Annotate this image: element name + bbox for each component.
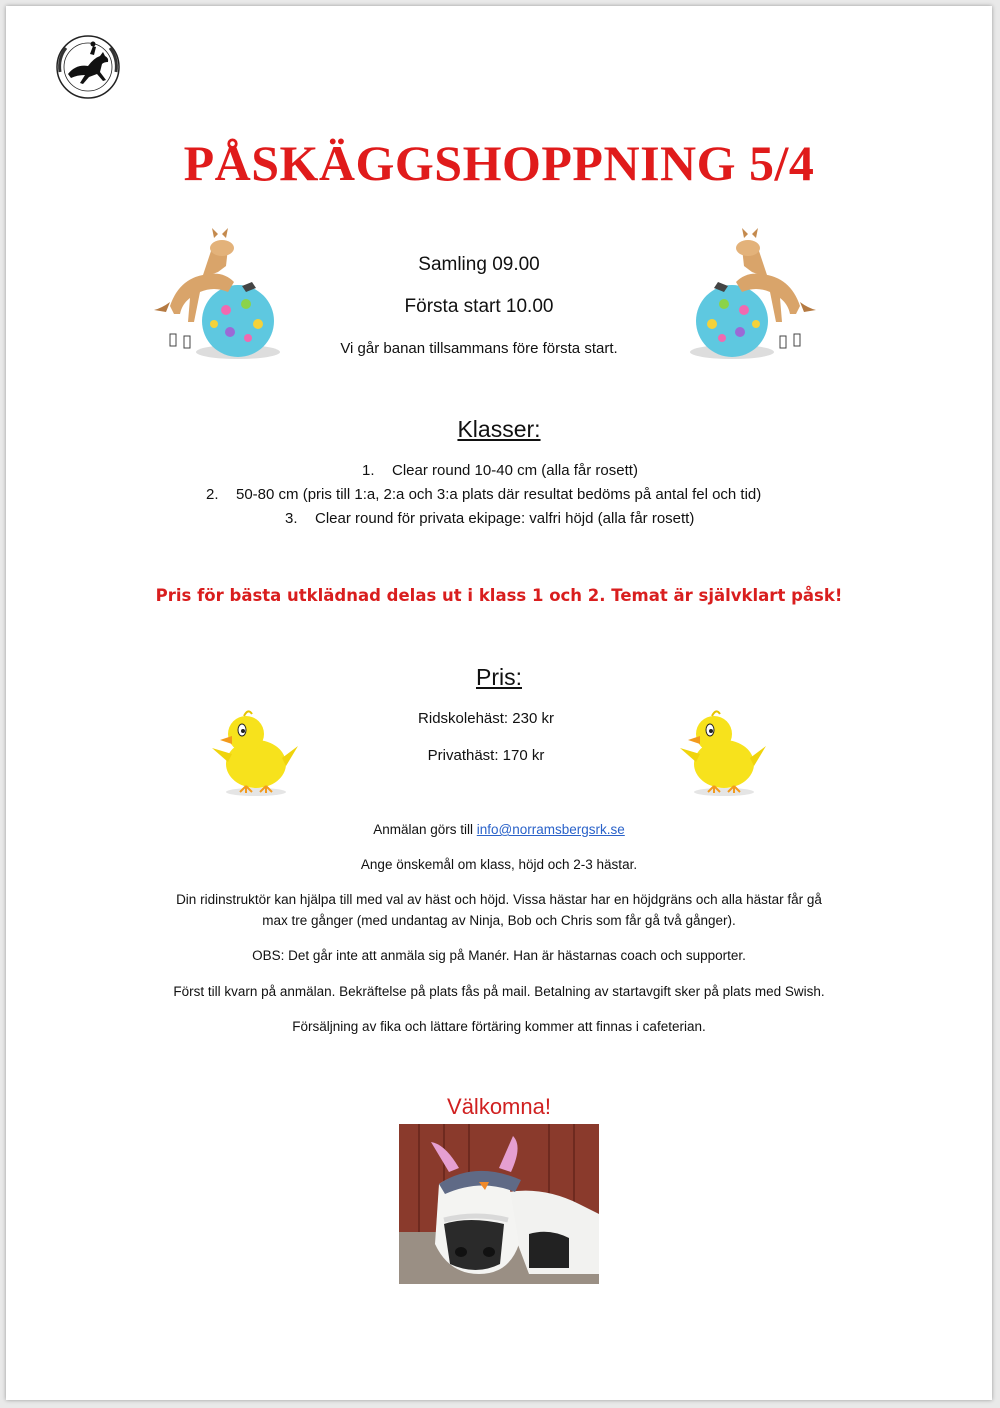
obs-note: OBS: Det går inte att anmäla sig på Manér. Han är hästarnas coach och supporter. [252,948,746,963]
private-horse-price: Privathäst: 170 kr [427,747,545,764]
riding-club-logo-icon [46,32,130,102]
class-item: 2. 50-80 cm (pris till 1:a, 2:a och 3:a plats där resultat bedöms på antal fel och tid) [206,486,762,503]
gathering-time: Samling 09.00 [418,254,540,275]
school-horse-price: Ridskolehäst: 230 kr [418,710,554,727]
costume-prize-note: Pris för bästa utklädnad delas ut i klass 1 och 2. Temat är självklart påsk! [155,586,843,605]
classes-heading: Klasser: [457,416,541,442]
preferences-note: Ange önskemål om klass, höjd och 2-3 hästar. [360,857,638,872]
first-start-time: Första start 10.00 [404,296,554,317]
signup-line: Anmälan görs till info@norramsbergsrk.se [373,822,625,837]
first-come-note: Först till kvarn på anmälan. Bekräftelse på plats fås på mail. Betalning av startavgift sker på plats med Swish. [173,984,825,999]
prices-heading: Pris: [476,664,522,690]
instructor-note-line2: max tre gånger (med undantag av Ninja, Bob och Chris som får gå två gånger). [262,913,736,928]
page-title: PÅSKÄGGSHOPPNING 5/4 [183,135,815,191]
pony-with-bunny-ears-photo [399,1124,599,1284]
signup-email-link[interactable]: info@norramsbergsrk.se [476,822,625,837]
class-item: 3. Clear round för privata ekipage: valfri höjd (alla får rosett) [285,510,695,527]
course-walk-note: Vi går banan tillsammans före första start. [340,340,618,357]
flyer-page [6,6,992,1400]
instructor-note-line1: Din ridinstruktör kan hjälpa till med val av häst och höjd. Vissa hästar har en höjdgräns och alla hästar får gå [176,892,822,907]
cafe-note: Försäljning av fika och lättare förtäring kommer att finnas i cafeterian. [292,1019,706,1034]
class-item: 1. Clear round 10-40 cm (alla får rosett) [362,462,638,479]
welcome-text: Välkomna! [447,1094,551,1119]
